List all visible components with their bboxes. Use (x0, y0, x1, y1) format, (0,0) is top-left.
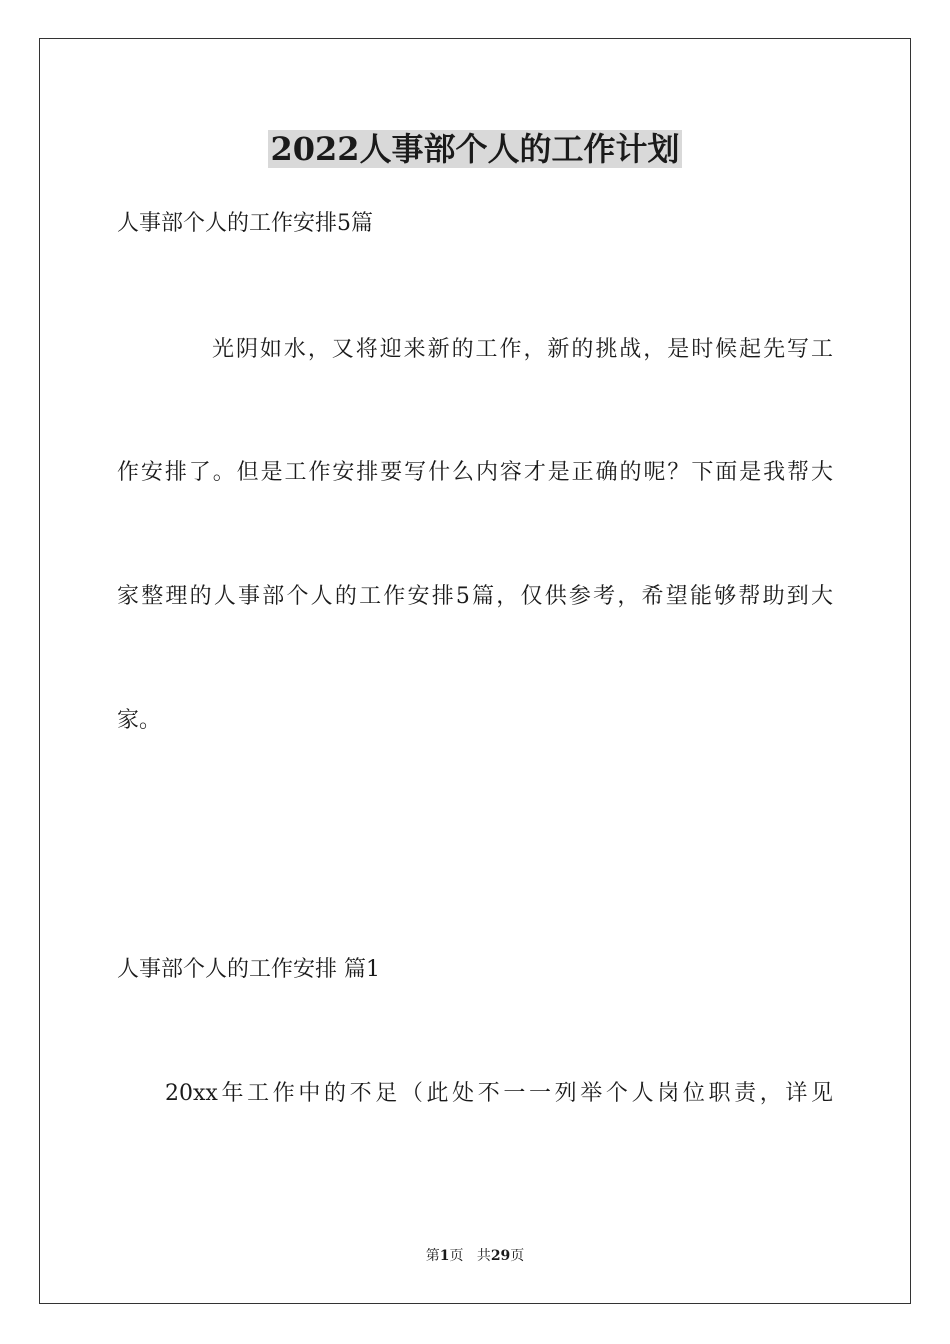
document-title-wrapper (0, 127, 950, 171)
footer-total-prefix: 共 (476, 1248, 491, 1264)
intro-line-1: 光阴如水，又将迎来新的工作，新的挑战，是时候起先写工 (212, 337, 833, 362)
footer-total-pages: 29 (490, 1248, 511, 1264)
document-subtitle: 人事部个人的工作安排5篇 (117, 211, 373, 236)
section-heading: 人事部个人的工作安排 篇1 (117, 957, 380, 982)
footer-total-suffix: 页 (510, 1248, 525, 1264)
intro-line-4: 家。 (117, 708, 162, 733)
document-title: 2022人事部个人的工作计划 (270, 130, 680, 168)
footer-page-number: 1 (439, 1248, 450, 1264)
footer-page-prefix: 第 (425, 1248, 440, 1264)
section-line-1: 20xx年工作中的不足（此处不一一列举个人岗位职责，详见 (165, 1081, 833, 1106)
page-footer (0, 1246, 950, 1266)
footer-page-suffix: 页 (449, 1248, 464, 1264)
intro-line-3: 家整理的人事部个人的工作安排5篇，仅供参考，希望能够帮助到大 (117, 584, 833, 609)
intro-line-2: 作安排了。但是工作安排要写什么内容才是正确的呢？下面是我帮大 (117, 460, 833, 485)
